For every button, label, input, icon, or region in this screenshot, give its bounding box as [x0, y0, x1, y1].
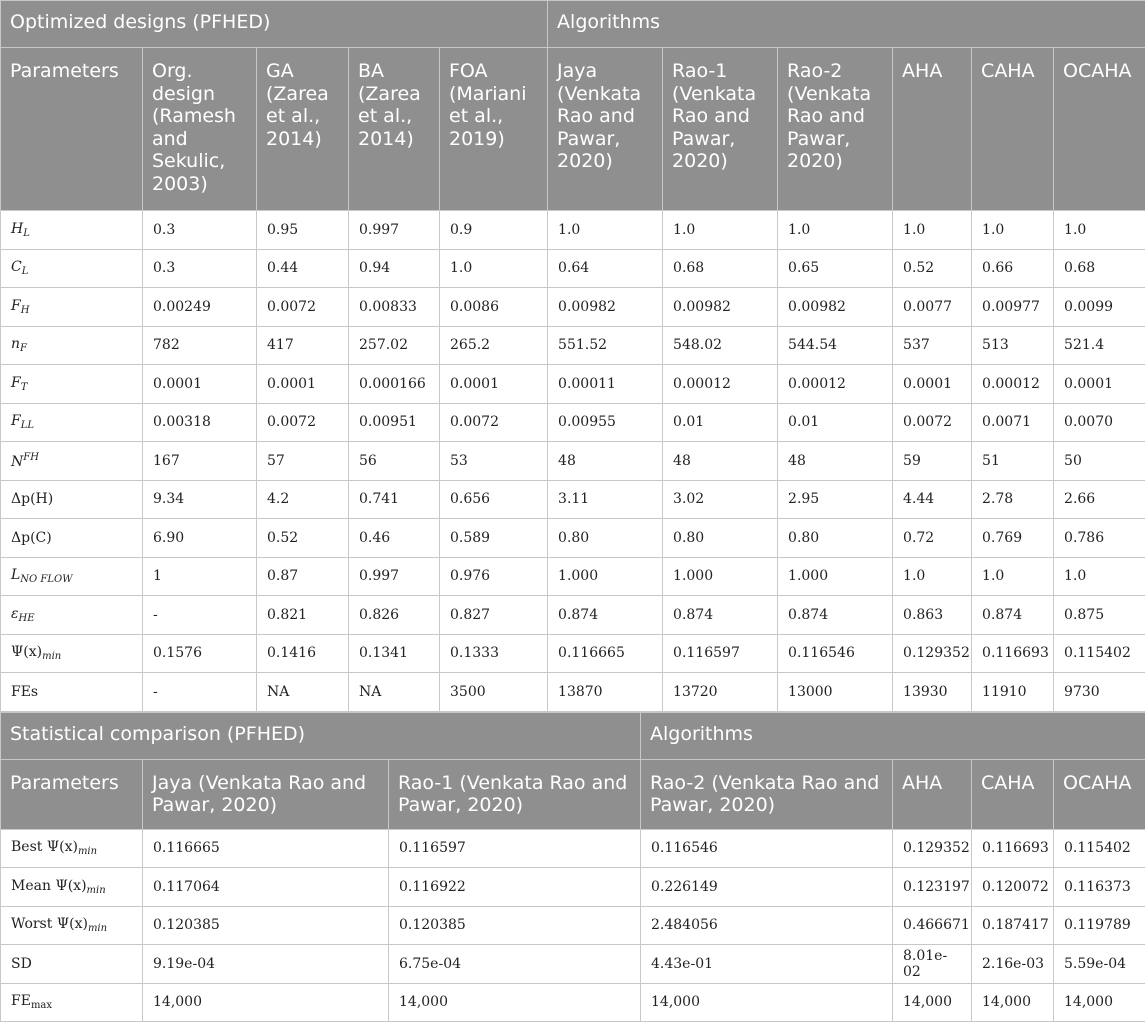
value-cell: 0.94	[349, 249, 440, 288]
table-row	[1, 326, 1145, 365]
parameter-subscript: min	[86, 884, 106, 896]
value-cell: 0.226149	[641, 868, 893, 907]
value-cell: 0.0001	[440, 365, 548, 404]
column-header: Rao-1 (Venkata Rao and Pawar, 2020)	[663, 48, 778, 211]
psi-symbol: Ψ(x)	[11, 644, 43, 661]
table-row	[1, 906, 1145, 945]
psi-symbol: Ψ(x)	[55, 877, 87, 894]
parameter-cell	[1, 829, 143, 868]
value-cell: 0.0001	[1054, 365, 1145, 404]
value-cell: -	[143, 596, 257, 635]
value-cell: 0.874	[663, 596, 778, 635]
column-header: Jaya (Venkata Rao and Pawar, 2020)	[548, 48, 663, 211]
parameter-cell	[1, 596, 143, 635]
value-cell: 0.80	[548, 519, 663, 558]
parameter-label: SD	[11, 955, 32, 972]
parameter-cell	[1, 442, 143, 481]
parameter-cell	[1, 906, 143, 945]
value-cell: 5.59e-04	[1054, 945, 1145, 984]
value-cell: 0.3	[143, 211, 257, 250]
parameter-cell	[1, 983, 143, 1022]
value-cell: 0.821	[257, 596, 349, 635]
value-cell: 53	[440, 442, 548, 481]
column-header: Rao-2 (Venkata Rao and Pawar, 2020)	[778, 48, 893, 211]
value-cell: 3.02	[663, 480, 778, 519]
value-cell: 0.0070	[1054, 403, 1145, 442]
value-cell: 0.0001	[893, 365, 972, 404]
value-cell: 0.741	[349, 480, 440, 519]
value-cell: 0.997	[349, 211, 440, 250]
parameter-cell	[1, 365, 143, 404]
value-cell: 0.66	[972, 249, 1054, 288]
value-cell: 0.589	[440, 519, 548, 558]
value-cell: 0.00249	[143, 288, 257, 327]
parameter-subscript: min	[42, 651, 62, 663]
value-cell: 167	[143, 442, 257, 481]
value-cell: 1.0	[893, 557, 972, 596]
value-cell: 1.0	[972, 557, 1054, 596]
value-cell: 6.75e-04	[389, 945, 641, 984]
value-cell: 0.769	[972, 519, 1054, 558]
value-cell: 0.116597	[389, 829, 641, 868]
value-cell: 9730	[1054, 673, 1145, 712]
column-header: OCAHA	[1054, 48, 1145, 211]
value-cell: 48	[548, 442, 663, 481]
value-cell: 4.43e-01	[641, 945, 893, 984]
value-cell: 13000	[778, 673, 893, 712]
value-cell: 0.00012	[972, 365, 1054, 404]
value-cell: 1.0	[893, 211, 972, 250]
value-cell: 3.11	[548, 480, 663, 519]
table-row	[1, 868, 1145, 907]
value-cell: 0.116693	[972, 634, 1054, 673]
parameter-symbol: ε	[11, 605, 19, 622]
value-cell: 417	[257, 326, 349, 365]
value-cell: 0.117064	[143, 868, 389, 907]
column-header: BA (Zarea et al., 2014)	[349, 48, 440, 211]
value-cell: 51	[972, 442, 1054, 481]
value-cell: 1.0	[1054, 211, 1145, 250]
value-cell: 0.863	[893, 596, 972, 635]
value-cell: 0.0072	[257, 288, 349, 327]
value-cell: 0.786	[1054, 519, 1145, 558]
value-cell: 551.52	[548, 326, 663, 365]
value-cell: 59	[893, 442, 972, 481]
value-cell: 0.826	[349, 596, 440, 635]
table-row	[1, 403, 1145, 442]
value-cell: 0.116597	[663, 634, 778, 673]
value-cell: 2.16e-03	[972, 945, 1054, 984]
value-cell: 257.02	[349, 326, 440, 365]
value-cell: 0.115402	[1054, 829, 1145, 868]
value-cell: 9.34	[143, 480, 257, 519]
column-header-row	[1, 48, 1145, 211]
value-cell: 57	[257, 442, 349, 481]
value-cell: 0.00011	[548, 365, 663, 404]
value-cell: 0.00982	[548, 288, 663, 327]
value-cell: 0.00955	[548, 403, 663, 442]
parameter-symbol: FE	[11, 993, 31, 1010]
value-cell: 2.484056	[641, 906, 893, 945]
value-cell: 0.116546	[641, 829, 893, 868]
parameter-cell	[1, 288, 143, 327]
parameter-cell	[1, 249, 143, 288]
parameter-cell	[1, 945, 143, 984]
value-cell: 0.187417	[972, 906, 1054, 945]
value-cell: 0.80	[663, 519, 778, 558]
value-cell: 1.000	[663, 557, 778, 596]
value-cell: 0.997	[349, 557, 440, 596]
value-cell: 1.0	[440, 249, 548, 288]
table-row	[1, 596, 1145, 635]
value-cell: 0.120385	[143, 906, 389, 945]
value-cell: 544.54	[778, 326, 893, 365]
value-cell: 0.1341	[349, 634, 440, 673]
parameter-subscript: F	[20, 343, 27, 355]
value-cell: 0.44	[257, 249, 349, 288]
value-cell: NA	[257, 673, 349, 712]
parameter-cell	[1, 326, 143, 365]
value-cell: 48	[663, 442, 778, 481]
value-cell: 13930	[893, 673, 972, 712]
value-cell: 14,000	[893, 983, 972, 1022]
value-cell: 0.68	[663, 249, 778, 288]
parameter-subscript: L	[23, 227, 30, 239]
psi-symbol: Ψ(x)	[56, 916, 88, 933]
parameter-cell	[1, 868, 143, 907]
value-cell: 513	[972, 326, 1054, 365]
value-cell: 0.129352	[893, 634, 972, 673]
table-row	[1, 288, 1145, 327]
statistical-comparison-body	[1, 829, 1145, 1022]
value-cell: 2.66	[1054, 480, 1145, 519]
parameter-cell	[1, 673, 143, 712]
value-cell: 8.01e-02	[893, 945, 972, 984]
value-cell: 1.000	[548, 557, 663, 596]
value-cell: 0.01	[663, 403, 778, 442]
value-cell: 548.02	[663, 326, 778, 365]
value-cell: 4.44	[893, 480, 972, 519]
value-cell: 1.0	[778, 211, 893, 250]
parameter-cell	[1, 519, 143, 558]
value-cell: 14,000	[972, 983, 1054, 1022]
value-cell: 0.874	[548, 596, 663, 635]
value-cell: 1.0	[663, 211, 778, 250]
value-cell: 0.00833	[349, 288, 440, 327]
value-cell: 2.78	[972, 480, 1054, 519]
value-cell: 0.1576	[143, 634, 257, 673]
value-cell: 0.0001	[143, 365, 257, 404]
value-cell: 0.9	[440, 211, 548, 250]
value-cell: 0.0001	[257, 365, 349, 404]
value-cell: 0.115402	[1054, 634, 1145, 673]
parameter-prefix: Mean	[11, 877, 51, 894]
parameter-cell	[1, 403, 143, 442]
value-cell: 0.0077	[893, 288, 972, 327]
value-cell: 1.0	[1054, 557, 1145, 596]
value-cell: 0.1333	[440, 634, 548, 673]
value-cell: 0.0099	[1054, 288, 1145, 327]
psi-symbol: Ψ(x)	[46, 839, 78, 856]
parameter-symbol: F	[11, 297, 21, 314]
table-row	[1, 480, 1145, 519]
value-cell: 0.72	[893, 519, 972, 558]
value-cell: 0.120072	[972, 868, 1054, 907]
value-cell: 0.00951	[349, 403, 440, 442]
value-cell: 0.000166	[349, 365, 440, 404]
parameter-symbol: F	[11, 374, 21, 391]
section-title-statistical-comparison: Statistical comparison (PFHED)	[1, 712, 641, 759]
value-cell: 0.64	[548, 249, 663, 288]
value-cell: 0.116693	[972, 829, 1054, 868]
value-cell: 0.1416	[257, 634, 349, 673]
value-cell: 1.0	[548, 211, 663, 250]
column-header: AHA	[893, 759, 972, 829]
value-cell: 0.52	[257, 519, 349, 558]
value-cell: 1.0	[972, 211, 1054, 250]
table-row	[1, 829, 1145, 868]
table-row	[1, 249, 1145, 288]
value-cell: 0.0072	[257, 403, 349, 442]
parameter-subscript: max	[30, 1000, 53, 1012]
value-cell: 14,000	[1054, 983, 1145, 1022]
value-cell: 4.2	[257, 480, 349, 519]
value-cell: 0.95	[257, 211, 349, 250]
parameter-subscript: NO FLOW	[20, 574, 73, 586]
value-cell: 0.874	[778, 596, 893, 635]
table-row	[1, 945, 1145, 984]
value-cell: 56	[349, 442, 440, 481]
value-cell: 0.0072	[440, 403, 548, 442]
statistical-comparison-table	[0, 712, 1145, 1023]
value-cell: 0.00318	[143, 403, 257, 442]
value-cell: 2.95	[778, 480, 893, 519]
value-cell: 265.2	[440, 326, 548, 365]
column-header: AHA	[893, 48, 972, 211]
parameter-cell	[1, 480, 143, 519]
value-cell: 50	[1054, 442, 1145, 481]
parameter-subscript: min	[87, 923, 108, 935]
value-cell: 0.875	[1054, 596, 1145, 635]
parameter-symbol: L	[11, 567, 21, 584]
value-cell: 0.656	[440, 480, 548, 519]
value-cell: 0.87	[257, 557, 349, 596]
value-cell: 0.119789	[1054, 906, 1145, 945]
section-title-optimized-designs: Optimized designs (PFHED)	[1, 1, 548, 48]
column-header: Parameters	[1, 48, 143, 211]
value-cell: 0.00977	[972, 288, 1054, 327]
value-cell: 0.80	[778, 519, 893, 558]
value-cell: 0.00012	[778, 365, 893, 404]
column-header: GA (Zarea et al., 2014)	[257, 48, 349, 211]
parameter-cell	[1, 557, 143, 596]
table-row	[1, 673, 1145, 712]
parameter-prefix: Worst	[11, 916, 53, 933]
parameter-superscript: FH	[23, 451, 39, 463]
column-header: Parameters	[1, 759, 143, 829]
value-cell: 0.01	[778, 403, 893, 442]
value-cell: 6.90	[143, 519, 257, 558]
parameter-subscript: T	[20, 381, 28, 393]
parameter-symbol: n	[11, 336, 21, 353]
value-cell: 13720	[663, 673, 778, 712]
value-cell: 0.00982	[663, 288, 778, 327]
value-cell: 0.52	[893, 249, 972, 288]
parameter-symbol: F	[11, 413, 21, 430]
value-cell: 3500	[440, 673, 548, 712]
value-cell: NA	[349, 673, 440, 712]
parameter-label: Δp(C)	[11, 529, 52, 546]
value-cell: 0.0071	[972, 403, 1054, 442]
column-header: CAHA	[972, 48, 1054, 211]
table-row	[1, 365, 1145, 404]
value-cell: 0.46	[349, 519, 440, 558]
value-cell: 13870	[548, 673, 663, 712]
optimized-designs-body	[1, 211, 1145, 712]
value-cell: 0.827	[440, 596, 548, 635]
section-title-algorithms: Algorithms	[548, 1, 1145, 48]
value-cell: -	[143, 673, 257, 712]
table-row	[1, 519, 1145, 558]
section-title-algorithms-2: Algorithms	[641, 712, 1145, 759]
value-cell: 0.976	[440, 557, 548, 596]
parameter-symbol: C	[11, 259, 22, 276]
column-header: Jaya (Venkata Rao and Pawar, 2020)	[143, 759, 389, 829]
table-row	[1, 557, 1145, 596]
value-cell: 0.0086	[440, 288, 548, 327]
value-cell: 0.466671	[893, 906, 972, 945]
value-cell: 0.3	[143, 249, 257, 288]
value-cell: 0.116546	[778, 634, 893, 673]
value-cell: 521.4	[1054, 326, 1145, 365]
value-cell: 0.116665	[143, 829, 389, 868]
table-row	[1, 983, 1145, 1022]
value-cell: 537	[893, 326, 972, 365]
value-cell: 14,000	[143, 983, 389, 1022]
value-cell: 48	[778, 442, 893, 481]
parameter-subscript: min	[77, 846, 98, 858]
parameter-symbol: H	[11, 220, 24, 237]
value-cell: 0.65	[778, 249, 893, 288]
value-cell: 782	[143, 326, 257, 365]
parameter-symbol: N	[11, 453, 24, 470]
value-cell: 11910	[972, 673, 1054, 712]
value-cell: 14,000	[641, 983, 893, 1022]
parameter-subscript: LL	[20, 420, 34, 432]
value-cell: 0.116665	[548, 634, 663, 673]
value-cell: 14,000	[389, 983, 641, 1022]
value-cell: 0.123197	[893, 868, 972, 907]
value-cell: 9.19e-04	[143, 945, 389, 984]
column-header: Rao-1 (Venkata Rao and Pawar, 2020)	[389, 759, 641, 829]
parameter-subscript: HE	[18, 612, 35, 624]
parameter-label: FEs	[11, 683, 39, 700]
column-header: FOA (Mariani et al., 2019)	[440, 48, 548, 211]
value-cell: 0.68	[1054, 249, 1145, 288]
value-cell: 0.129352	[893, 829, 972, 868]
parameter-subscript: H	[20, 304, 30, 316]
table-row	[1, 211, 1145, 250]
table-row	[1, 442, 1145, 481]
value-cell: 0.874	[972, 596, 1054, 635]
parameter-subscript: L	[21, 266, 29, 278]
column-header: OCAHA	[1054, 759, 1145, 829]
column-header: Org. design (Ramesh and Sekulic, 2003)	[143, 48, 257, 211]
column-header: CAHA	[972, 759, 1054, 829]
value-cell: 0.116922	[389, 868, 641, 907]
parameter-label: Δp(H)	[11, 491, 54, 508]
column-header-row-2	[1, 759, 1145, 829]
value-cell: 0.116373	[1054, 868, 1145, 907]
parameter-prefix: Best	[11, 839, 43, 856]
column-header: Rao-2 (Venkata Rao and Pawar, 2020)	[641, 759, 893, 829]
value-cell: 0.0072	[893, 403, 972, 442]
table-row	[1, 634, 1145, 673]
value-cell: 1.000	[778, 557, 893, 596]
parameter-cell	[1, 634, 143, 673]
value-cell: 0.00012	[663, 365, 778, 404]
parameter-cell	[1, 211, 143, 250]
value-cell: 0.120385	[389, 906, 641, 945]
value-cell: 1	[143, 557, 257, 596]
value-cell: 0.00982	[778, 288, 893, 327]
